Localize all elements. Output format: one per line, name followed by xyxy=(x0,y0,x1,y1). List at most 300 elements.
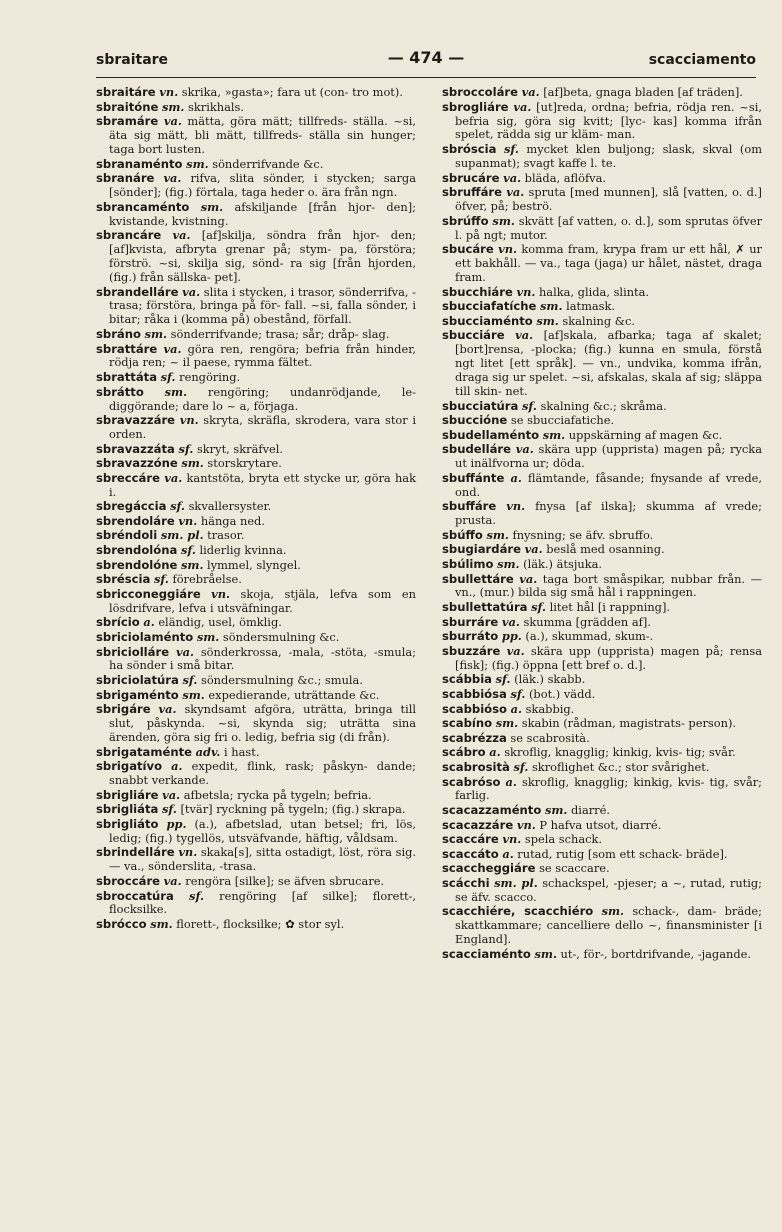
entry-grammar: vn. xyxy=(178,513,198,528)
entry-headword: sbucáre xyxy=(442,242,494,257)
entry-headword: scábro xyxy=(442,745,486,760)
entry-definition: rengöring. xyxy=(179,370,241,384)
entry-headword: sbramáre xyxy=(96,114,159,129)
dictionary-entry xyxy=(96,515,416,529)
entry-definition: skryt, skräfvel. xyxy=(196,441,284,456)
entry-definition: schack-, dam- bräde; skattkammare; cancelliere dello ~, finansminister [i England]. xyxy=(455,904,762,947)
entry-grammar: a. xyxy=(510,701,522,716)
entry-headword: sbrancaménto xyxy=(96,199,190,214)
entry-definition: sönderrifvande; trasa; sår; dråp- slag. xyxy=(170,326,390,341)
entry-grammar: sm. xyxy=(181,456,204,471)
dictionary-entry xyxy=(96,875,416,889)
entry-definition: (läk.) ätsjuka. xyxy=(523,556,603,571)
entry-grammar: sm. xyxy=(536,313,559,328)
entry-grammar: vn. xyxy=(516,284,536,299)
entry-grammar: sm. xyxy=(180,557,204,572)
entry-definition: fnysning; se äfv. sbruffo. xyxy=(512,527,654,542)
entry-headword: sbrattáre xyxy=(96,341,158,356)
entry-definition: skumma [grädden af]. xyxy=(523,614,651,629)
entry-definition: förebråelse. xyxy=(172,572,242,587)
entry-grammar: sm. xyxy=(182,687,205,702)
entry-grammar: sf. xyxy=(531,600,547,615)
dictionary-entry xyxy=(442,215,762,243)
dictionary-entry xyxy=(96,457,416,471)
entry-grammar: sm. pl. xyxy=(160,528,204,543)
entry-definition: skära upp (upprista) magen på; rensa [fisk]; (fig.) öppna [ett bref o. d.]. xyxy=(455,643,762,672)
entry-grammar: sm. xyxy=(497,556,520,571)
entry-grammar: a. xyxy=(171,759,183,774)
entry-grammar: sm. xyxy=(534,946,557,961)
entry-definition: [af]skala, afbarka; taga af skalet; [bort]rensa, -plocka; (fig.) kunna en smula, förstå ngt litet [ett språk]. — vn., undvika, komma ifrån, draga sig ur spelet. ~si, afskalas, skala af sig; släppa till skin- net. xyxy=(455,328,762,398)
entry-grammar: adv. xyxy=(195,744,221,759)
dictionary-entry xyxy=(442,776,762,804)
dictionary-entry xyxy=(96,588,416,616)
entry-grammar: vn. xyxy=(178,845,198,860)
dictionary-entry xyxy=(442,877,762,905)
entry-headword: sbúffo xyxy=(442,527,483,542)
entry-definition: expedit, flink, rask; påskyn- dande; snabbt verkande. xyxy=(109,759,417,788)
dictionary-entry xyxy=(442,601,762,615)
dictionary-entry xyxy=(442,862,762,876)
entry-definition: (läk.) skabb. xyxy=(514,672,586,687)
entry-grammar: sf. xyxy=(180,543,196,558)
entry-grammar: va. xyxy=(515,328,534,343)
entry-headword: sbrigatívo xyxy=(96,759,163,774)
entry-definition: skoja, stjäla, lefva som en lösdrifvare, lefva i utsväfningar. xyxy=(109,586,417,615)
dictionary-entry xyxy=(96,343,416,371)
entry-headword: sbroccoláre xyxy=(442,85,518,99)
entry-headword: sbrancáre xyxy=(96,228,162,243)
entry-grammar: vn. xyxy=(159,85,179,99)
entry-definition: litet hål [i rappning]. xyxy=(549,600,671,615)
dictionary-entry xyxy=(442,761,762,775)
dictionary-entry xyxy=(442,543,762,557)
entry-headword: sbucciatúra xyxy=(442,398,519,413)
entry-grammar: sm. pl. xyxy=(494,875,538,890)
dictionary-entry xyxy=(96,559,416,573)
entry-headword: sbucciáre xyxy=(442,328,505,343)
entry-headword: sbriciolaménto xyxy=(96,629,194,644)
entry-headword: sbraitáre xyxy=(96,85,156,99)
entry-grammar: va. xyxy=(164,470,183,485)
entry-headword: sbregáccia xyxy=(96,499,167,514)
entry-grammar: va. xyxy=(163,873,182,888)
entry-definition: diarré. xyxy=(571,803,610,817)
entry-headword: sbrigáre xyxy=(96,702,151,717)
dictionary-entry xyxy=(442,86,762,100)
entry-definition: skalning &c. xyxy=(562,313,635,328)
entry-headword: sbranaménto xyxy=(96,156,183,171)
entry-grammar: sm. xyxy=(150,917,173,931)
entry-grammar: a. xyxy=(510,470,522,485)
entry-grammar: vn. xyxy=(211,586,231,601)
entry-definition: eländig, usel, ömklig. xyxy=(158,615,282,630)
dictionary-entry xyxy=(96,472,416,500)
dictionary-entry xyxy=(96,414,416,442)
entry-grammar: va. xyxy=(182,284,201,299)
header-rule xyxy=(96,77,756,78)
entry-headword: sbudelláre xyxy=(442,442,511,457)
dictionary-entry xyxy=(442,315,762,329)
dictionary-entry xyxy=(96,703,416,745)
entry-definition: [af]skilja, söndra från hjor- den; [af]kvista, afbryta grenar på; stym- pa, förstöra; förströ. ~si, skilja sig, sönd- ra sig [från hjorden, (fig.) från sällska- pet]. xyxy=(109,228,416,284)
entry-definition: trasor. xyxy=(207,528,245,543)
entry-grammar: va. xyxy=(158,702,177,717)
dictionary-entry xyxy=(96,115,416,157)
entry-definition: ut-, för-, bortdrifvande, -jagande. xyxy=(560,946,752,961)
dictionary-entry xyxy=(96,616,416,630)
entry-headword: sbrócco xyxy=(96,917,147,931)
entry-grammar: va. xyxy=(515,442,534,457)
dictionary-entry xyxy=(442,429,762,443)
entry-headword: sbullettatúra xyxy=(442,600,528,615)
entry-grammar: sf. xyxy=(189,888,204,903)
entry-headword: sbrício xyxy=(96,615,140,630)
entry-definition: beslå med osanning. xyxy=(546,542,665,557)
header-first-headword: sbraitare xyxy=(96,52,169,68)
dictionary-entry xyxy=(442,329,762,399)
entry-grammar: sf. xyxy=(170,499,185,514)
dictionary-entry xyxy=(442,688,762,702)
entry-definition: halka, glida, slinta. xyxy=(538,284,650,299)
dictionary-entry xyxy=(96,631,416,645)
entry-definition: skalning &c.; skråma. xyxy=(540,398,667,413)
entry-headword: sbrúffo xyxy=(442,213,489,228)
entry-headword: sbrigaménto xyxy=(96,687,179,702)
dictionary-entry xyxy=(442,186,762,214)
entry-headword: sbruffáre xyxy=(442,185,502,200)
dictionary-entry xyxy=(442,143,762,171)
entry-grammar: sm. xyxy=(601,904,625,919)
dictionary-entry xyxy=(96,328,416,342)
entry-definition: slita i stycken, i trasor, sönderrifva, -trasa; förstöra, bringa på för- fall. ~si, falla sönder, i bitar; råka i (komma på) obestånd, förfall. xyxy=(109,284,417,327)
dictionary-entry xyxy=(442,905,762,947)
right-column xyxy=(442,86,762,962)
entry-grammar: vn. xyxy=(502,832,522,847)
entry-grammar: sm. xyxy=(544,803,568,817)
entry-headword: sbroccáre xyxy=(96,873,161,888)
entry-grammar: pp. xyxy=(501,629,522,644)
entry-definition: rutad, rutig [som ett schack- bräde]. xyxy=(517,846,728,861)
entry-headword: sbudellaménto xyxy=(442,427,540,442)
entry-definition: skaka[s], sitta ostadigt, löst, röra sig. — va., sönderslita, -trasa. xyxy=(109,845,416,874)
entry-definition: söndersmulning &c.; smula. xyxy=(200,673,363,688)
entry-definition: uppskärning af magen &c. xyxy=(568,427,723,442)
entry-grammar: va. xyxy=(163,114,182,129)
entry-headword: scacazzáre xyxy=(442,817,514,832)
entry-grammar: sf. xyxy=(160,370,176,384)
entry-headword: sbrigliáto xyxy=(96,816,159,831)
entry-headword: sburráre xyxy=(442,614,499,629)
dictionary-entry xyxy=(442,300,762,314)
dictionary-entry xyxy=(96,789,416,803)
entry-definition: [tvär] ryckning på tygeln; (fig.) skrapa. xyxy=(180,802,406,817)
entry-definition: [af]beta, gnaga bladen [af träden]. xyxy=(543,85,743,99)
entry-headword: scaccheggiáre xyxy=(442,861,536,876)
entry-headword: sbriciolatúra xyxy=(96,673,179,688)
entry-headword: scacazzaménto xyxy=(442,803,542,817)
entry-headword: sbranáre xyxy=(96,171,155,186)
dictionary-entry xyxy=(442,703,762,717)
entry-definition: (bot.) vädd. xyxy=(528,686,596,701)
dictionary-entry xyxy=(96,818,416,846)
entry-headword: sbúlimo xyxy=(442,556,494,571)
entry-headword: sbréscia xyxy=(96,572,151,587)
entry-definition: kantstöta, bryta ett stycke ur, göra hak i. xyxy=(109,470,417,499)
entry-headword: sbrigliáta xyxy=(96,802,159,817)
entry-definition: (a.), skummad, skum-. xyxy=(525,629,654,644)
dictionary-entry xyxy=(442,616,762,630)
dictionary-entry xyxy=(96,674,416,688)
entry-headword: sbuccióne xyxy=(442,413,508,428)
dictionary-entry xyxy=(96,573,416,587)
dictionary-entry xyxy=(442,400,762,414)
entry-grammar: va. xyxy=(506,643,525,658)
dictionary-entry xyxy=(96,890,416,918)
entry-grammar: a. xyxy=(143,615,155,630)
entry-headword: sbreccáre xyxy=(96,470,160,485)
entry-grammar: sm. xyxy=(495,716,519,731)
entry-headword: sbravazzáta xyxy=(96,441,175,456)
dictionary-entry xyxy=(96,443,416,457)
entry-definition: flämtande, fåsande; fnysande af vrede, ond. xyxy=(455,470,762,499)
entry-grammar: sm. xyxy=(161,99,185,114)
entry-grammar: sm. xyxy=(540,299,563,314)
entry-definition: florett-, flocksilke; ✿ stor syl. xyxy=(176,917,345,931)
entry-headword: sbuffánte xyxy=(442,470,505,485)
entry-definition: skroflighet &c.; stor svårighet. xyxy=(531,759,710,774)
entry-definition: [ut]reda, ordna; befria, rödja ren. ~si, befria sig, göra sig kvitt; [lyc- kas] komma ifrån spelet, rädda sig ur kläm- man. xyxy=(455,99,762,142)
entry-definition: afbetsla; rycka på tygeln; befria. xyxy=(183,787,372,802)
entry-headword: sbráno xyxy=(96,326,141,341)
entry-headword: sbucciafatíche xyxy=(442,299,537,314)
entry-grammar: sf. xyxy=(521,398,537,413)
entry-definition: se sbucciafatiche. xyxy=(510,413,615,428)
entry-headword: sbravazzáre xyxy=(96,413,176,428)
entry-grammar: sm. xyxy=(200,199,224,214)
entry-grammar: sm. xyxy=(486,527,509,542)
dictionary-entry xyxy=(442,833,762,847)
entry-headword: sbrandelláre xyxy=(96,284,179,299)
entry-headword: sbugiardáre xyxy=(442,542,521,557)
entry-grammar: va. xyxy=(503,170,522,185)
entry-definition: skroflig, knagglig; kinkig, kvis- tig, svår; farlig. xyxy=(455,774,763,803)
entry-headword: sbrigliáre xyxy=(96,787,159,802)
entry-headword: sbrendoláre xyxy=(96,513,175,528)
dictionary-entry xyxy=(442,948,762,962)
entry-definition: i hast. xyxy=(224,744,260,759)
entry-definition: (a.), afbetslad, utan betsel; fri, lös, ledig; (fig.) tygellös, utsväfvande, häftig, våldsam. xyxy=(109,816,417,845)
entry-headword: sbuzzáre xyxy=(442,643,501,658)
entry-grammar: vn. xyxy=(498,242,517,257)
entry-headword: sbullettáre xyxy=(442,571,514,586)
entry-definition: skvallersyster. xyxy=(188,499,272,514)
entry-definition: lymmel, slyngel. xyxy=(207,557,301,572)
entry-grammar: vn. xyxy=(179,413,199,428)
entry-headword: scabrézza xyxy=(442,730,507,745)
entry-definition: sönderrifvande &c. xyxy=(212,156,324,171)
entry-grammar: sf. xyxy=(513,759,529,774)
dictionary-entry xyxy=(96,760,416,788)
dictionary-entry xyxy=(96,746,416,760)
dictionary-entry xyxy=(96,846,416,874)
entry-grammar: sm. xyxy=(196,629,220,644)
entry-definition: skroflig, knagglig; kinkig, kvis- tig; svår. xyxy=(504,745,736,760)
dictionary-entry xyxy=(442,472,762,500)
entry-headword: scabbióso xyxy=(442,701,507,716)
entry-headword: sbuffáre xyxy=(442,499,497,514)
dictionary-entry xyxy=(442,645,762,673)
entry-grammar: sm. xyxy=(144,326,168,341)
entry-grammar: va. xyxy=(162,787,181,802)
entry-headword: scaccáto xyxy=(442,846,499,861)
entry-definition: latmask. xyxy=(566,299,616,314)
entry-grammar: sf. xyxy=(495,672,511,687)
entry-grammar: sf. xyxy=(161,802,177,817)
entry-definition: skabin (rådman, magistrats- person). xyxy=(521,716,737,731)
entry-definition: bläda, aflöfva. xyxy=(524,170,607,185)
entry-definition: storskrytare. xyxy=(207,456,282,471)
dictionary-entry xyxy=(96,646,416,674)
entry-definition: taga bort småspikar, nubbar från. — vn., (mur.) bilda sig små hål i rappningen. xyxy=(455,571,763,600)
entry-grammar: va. xyxy=(172,228,191,243)
entry-definition: liderlig kvinna. xyxy=(199,543,287,558)
entry-grammar: vn. xyxy=(506,499,526,514)
entry-definition: se scabrosità. xyxy=(510,730,590,745)
entry-grammar: va. xyxy=(175,644,194,659)
entry-definition: expedierande, uträttande &c. xyxy=(208,687,380,702)
entry-headword: sbrattáta xyxy=(96,370,158,384)
entry-definition: skvätt [af vatten, o. d.], som sprutas öfver l. på ngt; mutor. xyxy=(455,213,763,242)
entry-definition: se scaccare. xyxy=(539,861,610,876)
entry-grammar: vn. xyxy=(516,817,536,832)
dictionary-entry xyxy=(442,630,762,644)
entry-definition: spruta [med munnen], slå [vatten, o. d.] öfver, på; beströ. xyxy=(455,185,762,213)
entry-definition: söndersmulning &c. xyxy=(222,629,340,644)
entry-grammar: va. xyxy=(501,614,520,629)
entry-definition: skära upp (upprista) magen på; rycka ut inälfvorna ur; döda. xyxy=(455,442,762,471)
dictionary-entry xyxy=(96,529,416,543)
entry-headword: scabrosità xyxy=(442,759,510,774)
entry-headword: sbrátto xyxy=(96,384,144,399)
entry-grammar: va. xyxy=(513,99,532,114)
entry-headword: sbróscia xyxy=(442,142,497,156)
dictionary-entry xyxy=(442,717,762,731)
entry-headword: scábbia xyxy=(442,672,492,687)
entry-headword: sbriciolláre xyxy=(96,644,170,659)
entry-definition: fnysa [af ilska]; skumma af vrede; prusta. xyxy=(455,499,763,528)
entry-definition: rifva, slita sönder, i stycken; sarga [sönder]; (fig.) förtala, taga heder o. ära från ngn. xyxy=(109,171,416,200)
dictionary-entry xyxy=(442,172,762,186)
entry-headword: scacciaménto xyxy=(442,946,531,961)
entry-definition: rengöring [af silke]; florett-, flocksilke. xyxy=(109,888,416,917)
dictionary-entry xyxy=(442,101,762,143)
entry-headword: sbucciaménto xyxy=(442,313,533,328)
entry-headword: sbréndoli xyxy=(96,528,158,543)
entry-definition: afskiljande [från hjor- den]; kvistande, kvistning. xyxy=(109,199,417,228)
dictionary-entry xyxy=(442,848,762,862)
dictionary-entry xyxy=(442,573,762,601)
entry-definition: rengöra [silke]; se äfven sbrucare. xyxy=(185,873,385,888)
entry-grammar: sf. xyxy=(504,142,519,156)
entry-definition: P hafva utsot, diarré. xyxy=(539,817,662,832)
dictionary-entry xyxy=(442,732,762,746)
page-header xyxy=(96,48,756,76)
entry-headword: sbrogliáre xyxy=(442,99,509,114)
dictionary-entry xyxy=(442,673,762,687)
entry-headword: sbucchiáre xyxy=(442,284,513,299)
entry-definition: skabbig. xyxy=(525,701,575,716)
entry-definition: skrikhals. xyxy=(188,99,245,114)
dictionary-entry xyxy=(96,101,416,115)
dictionary-entry xyxy=(96,386,416,414)
entry-grammar: a. xyxy=(489,745,501,760)
entry-definition: komma fram, krypa fram ur ett hål, ✗ ur ett bakhåll. — va., taga (jaga) ur hålet, nästet, draga fram. xyxy=(455,242,762,284)
entry-headword: sbrigataménte xyxy=(96,744,192,759)
entry-grammar: sm. xyxy=(542,427,566,442)
entry-definition: sönderkrossa, -mala, -stöta, -smula; ha sönder i små bitar. xyxy=(109,644,417,673)
entry-grammar: sf. xyxy=(182,673,198,688)
entry-definition: rengöring; undanrödjande, le- diggörande; dare lo ~ a, förjaga. xyxy=(109,384,416,413)
dictionary-entry xyxy=(442,819,762,833)
entry-grammar: sm. xyxy=(164,384,188,399)
entry-headword: sbrindelláre xyxy=(96,845,175,860)
dictionary-entry xyxy=(96,229,416,285)
entry-definition: hänga ned. xyxy=(200,513,265,528)
left-column xyxy=(96,86,416,933)
entry-grammar: va. xyxy=(163,341,182,356)
dictionary-entry xyxy=(442,414,762,428)
entry-grammar: va. xyxy=(524,542,543,557)
entry-grammar: a. xyxy=(505,774,517,789)
dictionary-entry xyxy=(442,746,762,760)
entry-definition: schackspel, -pjeser; a ~, rutad, rutig; se äfv. scacco. xyxy=(455,875,763,904)
entry-grammar: va. xyxy=(521,85,540,99)
dictionary-entry xyxy=(96,158,416,172)
entry-headword: scaccáre xyxy=(442,832,499,847)
entry-headword: scabróso xyxy=(442,774,501,789)
entry-headword: sbrendolóna xyxy=(96,543,178,558)
entry-headword: sbraitóne xyxy=(96,99,159,114)
dictionary-entry xyxy=(96,918,416,932)
entry-grammar: sm. xyxy=(186,156,209,171)
entry-headword: sburráto xyxy=(442,629,499,644)
dictionary-entry xyxy=(442,804,762,818)
entry-grammar: pp. xyxy=(166,816,187,831)
dictionary-entry xyxy=(442,286,762,300)
entry-headword: scabíno xyxy=(442,716,493,731)
dictionary-entry xyxy=(96,803,416,817)
entry-grammar: a. xyxy=(502,846,514,861)
dictionary-entry xyxy=(96,286,416,328)
dictionary-entry xyxy=(442,243,762,285)
page-number: — 474 — xyxy=(387,48,465,67)
entry-definition: skrika, »gasta»; fara ut (con- tro mot). xyxy=(181,85,403,99)
entry-headword: sbravazzóne xyxy=(96,456,178,471)
entry-grammar: va. xyxy=(519,571,538,586)
dictionary-entry xyxy=(96,544,416,558)
entry-headword: sbrucáre xyxy=(442,170,500,185)
entry-headword: scácchi xyxy=(442,875,490,890)
entry-definition: skyndsamt afgöra, uträtta, bringa till slut, påskynda. ~si, skynda sig; uträtta sina ärenden, göra sig fri o. ledig, befria sig (di från). xyxy=(109,702,417,745)
entry-headword: sbrendolóne xyxy=(96,557,178,572)
entry-grammar: sf. xyxy=(153,572,169,587)
dictionary-entry xyxy=(442,500,762,528)
entry-definition: mätta, göra mätt; tillfreds- ställa. ~si, äta sig mätt, bli mätt, tillfreds- ställa sin hunger; taga bort lusten. xyxy=(109,114,417,156)
entry-headword: scacchiére, scacchiéro xyxy=(442,904,594,919)
entry-definition: spela schack. xyxy=(524,832,603,847)
dictionary-entry xyxy=(96,201,416,229)
